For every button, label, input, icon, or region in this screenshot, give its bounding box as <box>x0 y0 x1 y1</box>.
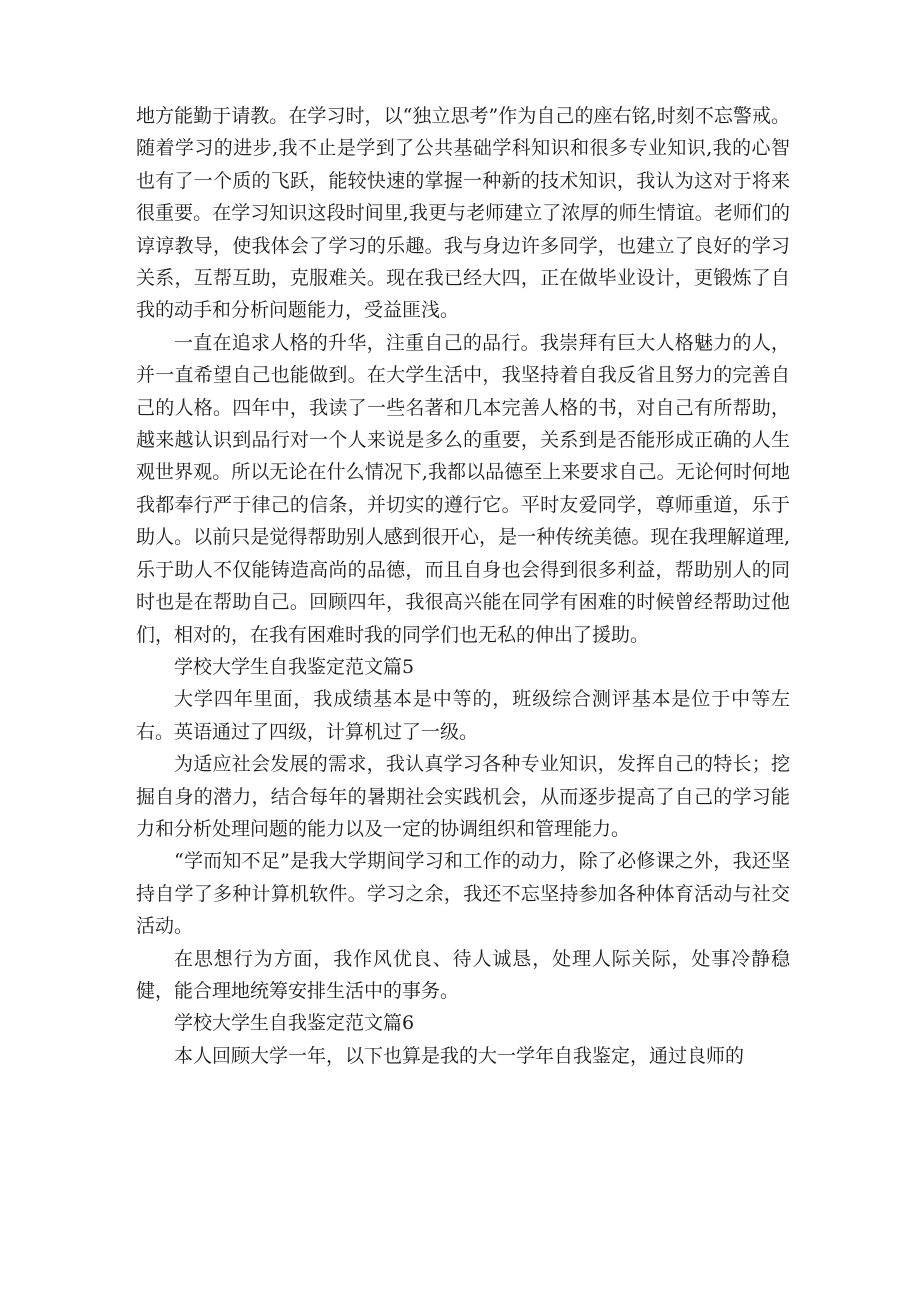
paragraph-6: 在思想行为方面，我作风优良、待人诚恳，处理人际关际，处事冷静稳健，能合理地统筹安排生活中的事务。 <box>136 947 790 1002</box>
paragraph-7: 本人回顾大学一年，以下也算是我的大一学年自我鉴定，通过良师的 <box>174 1044 745 1067</box>
section-heading-5: 学校大学生自我鉴定范文篇5 <box>174 655 415 678</box>
paragraph-3: 大学四年里面，我成绩基本是中等的，班级综合测评基本是位于中等左右。英语通过了四级，计算机过了一级。 <box>136 688 790 743</box>
paragraph-1: 地方能勤于请教。在学习时，以“独立思考”作为自己的座右铭,时刻不忘警戒。随着学习的进步,我不止是学到了公共基础学科知识和很多专业知识,我的心智也有了一个质的飞跃，能较快速的掌握一种新的技术知识，我认为这对于将来很重要。在学习知识这段时间里,我更与老师建立了浓厚的师生情谊。老师们的谆谆教导，使我体会了学习的乐趣。我与身边许多同学，也建立了良好的学习关系，互帮互助，克服难关。现在我已经大四，正在做毕业设计，更锻炼了自我的动手和分析问题能力，受益匪浅。 <box>136 105 790 322</box>
paragraph-2: 一直在追求人格的升华，注重自己的品行。我崇拜有巨大人格魅力的人，并一直希望自己也能做到。在大学生活中，我坚持着自我反省且努力的完善自己的人格。四年中，我读了一些名著和几本完善人格的书，对自己有所帮助，越来越认识到品行对一个人来说是多么的重要，关系到是否能形成正确的人生观世界观。所以无论在什么情况下,我都以品德至上来要求自己。无论何时何地我都奉行严于律己的信条，并切实的遵行它。平时友爱同学，尊师重道，乐于助人。以前只是觉得帮助别人感到很开心，是一种传统美德。现在我理解道理,乐于助人不仅能铸造高尚的品德，而且自身也会得到很多利益，帮助别人的同时也是在帮助自己。回顾四年，我很高兴能在同学有困难的时候曾经帮助过他们，相对的，在我有困难时我的同学们也无私的伸出了援助。 <box>136 331 790 646</box>
document-page <box>136 100 790 1072</box>
paragraph-4: 为适应社会发展的需求，我认真学习各种专业知识，发挥自己的特长；挖掘自身的潜力，结合每年的暑期社会实践机会，从而逐步提高了自己的学习能力和分析处理问题的能力以及一定的协调组织和管理能力。 <box>136 753 790 840</box>
paragraph-5: “学而知不足”是我大学期间学习和工作的动力，除了必修课之外，我还坚持自学了多种计算机软件。学习之余，我还不忘坚持参加各种体育活动与社交活动。 <box>136 850 790 938</box>
section-heading-6: 学校大学生自我鉴定范文篇6 <box>174 1012 415 1035</box>
